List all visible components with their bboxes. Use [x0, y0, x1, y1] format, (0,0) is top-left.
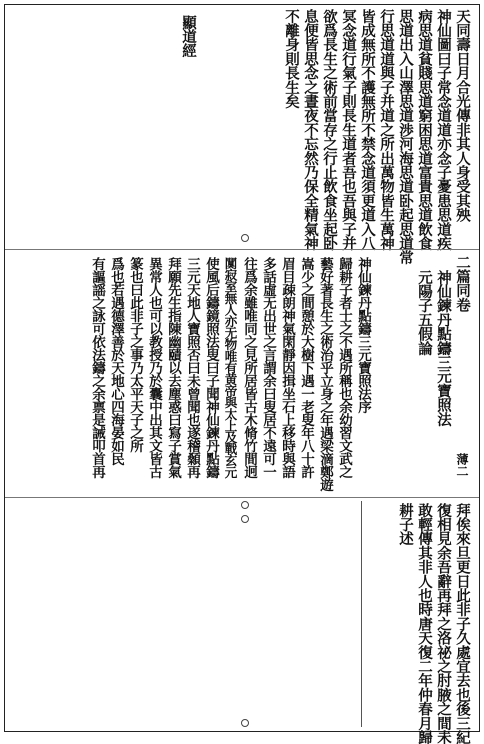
text-column: 敢輕傳其非人也時唐天復二年仲春月歸 [416, 503, 433, 744]
text-column: 闃寂室無人亦无物唯有黄帝與太上及戰玄元 [223, 257, 238, 478]
scripture-page [4, 4, 480, 744]
text-column: 往爲余雖唯同之見所居皆古木脩竹間迥 [241, 257, 257, 478]
binding-hole [241, 719, 249, 727]
text-column: 神仙鍊丹點鑄三元寶照法序 [355, 257, 371, 413]
text-column: 拜俟來旦更日此非子久處宜去也後三紀 [454, 503, 471, 744]
text-column: 思道出入山澤思道渉河海思道卧起思道常 [397, 9, 414, 265]
scripture-title: 神仙鍊丹點鑄三元寶照法 [435, 270, 452, 427]
text-column: 復相見余吾辭再拜之洛祕之肘腋之間未 [435, 503, 452, 744]
text-column: 嵩少之間憩於大樹下遇一老叟年八十許 [298, 257, 314, 478]
section-divider [5, 249, 479, 250]
binding-hole [241, 234, 249, 242]
end-title: 顯道經 [180, 15, 197, 58]
text-column: 眉目疎朗神氣閑靜因揖坐石上移時與語 [279, 257, 295, 478]
text-column: 三元天地人寶照否曰未曾聞也遂稽顙再 [184, 257, 200, 478]
sheet-marker: 薄二 [455, 453, 469, 477]
text-column: 皆成無所不護無所不禁念道須更道入八 [359, 9, 376, 251]
section-divider [5, 497, 479, 498]
text-column: 病思道貧賤思道窮困思道富貴思道飲食 [416, 9, 433, 251]
binding-hole [241, 501, 249, 509]
text-column: 多話虛无出世之言謂余曰叟居不遠可一 [260, 257, 276, 478]
text-column: 不離身則長生矣 [283, 9, 300, 109]
text-column: 天同壽日月合光傳非其人身受其殃 [454, 9, 471, 223]
text-column: 欲爲長生之術前當存之行止飲食坐起卧 [321, 9, 338, 251]
text-column: 藝好著長生之術治乎立身之年遇梁滴鄭遊 [317, 257, 333, 491]
section-heading: 二篇同卷 [454, 255, 471, 312]
text-column: 篆也曰此非子之事乃太平天子之所 [127, 257, 143, 452]
column-rule [361, 501, 362, 727]
text-column: 使風后鑄鏡照法叟曰子聞神仙鍊丹點鑄 [203, 257, 219, 478]
text-column: 異常人也可以教授乃於囊中出其文皆古 [146, 257, 162, 478]
text-column: 行思道道與子并道之所出萬物皆生萬神 [378, 9, 395, 251]
text-column: 歸耕子者士之不遇所稱也余幼習文武之 [336, 257, 352, 478]
text-column: 耕子述 [397, 503, 414, 546]
text-column: 冥念道行氣子則長生道者吾也吾與子并 [340, 9, 357, 251]
text-column: 拜願先生指陳幽賾以去塵惑曰寫子賞氣 [165, 257, 181, 478]
text-column: 息便皆思念之晝夜不忘然乃保全精氣神 [302, 9, 319, 251]
text-column: 有謳謡之詠可依法鑄之余禀是誡叩首再 [89, 257, 105, 478]
text-column: 爲也若遇德澤善於天地心四海晏如民 [108, 257, 124, 465]
text-column: 神仙圖曰子常念道道亦念子憂患思道疾 [435, 9, 452, 251]
scripture-title: 元陽子五假論 [416, 270, 433, 356]
binding-hole [241, 515, 249, 523]
